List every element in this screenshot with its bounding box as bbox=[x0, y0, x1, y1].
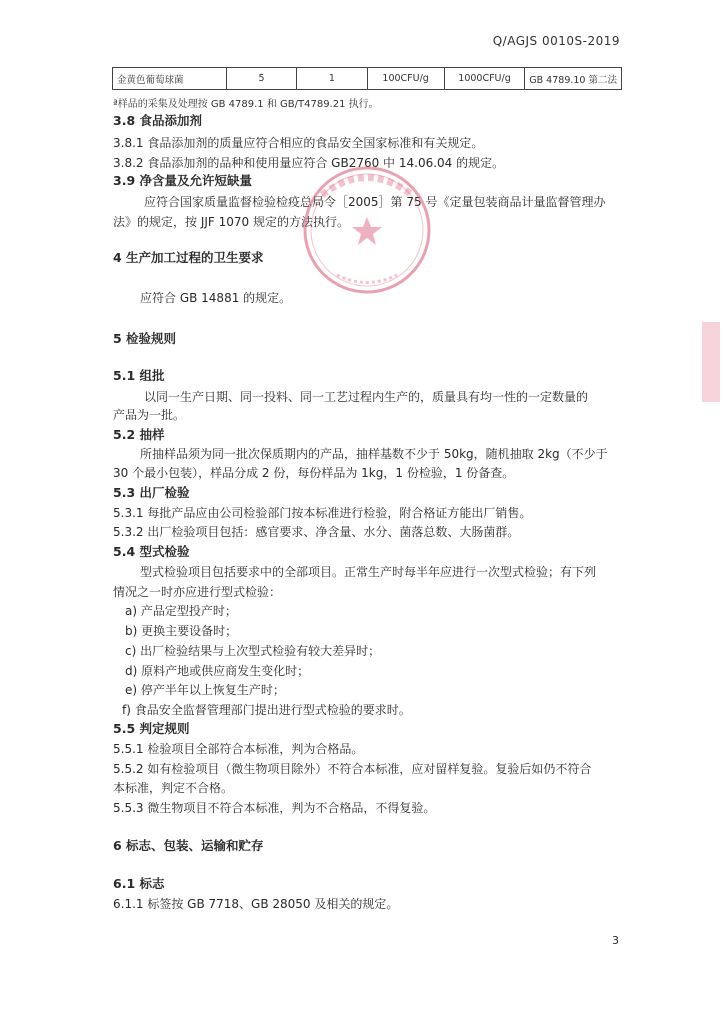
section-heading-5-4: 5.4 型式检验 bbox=[113, 544, 190, 559]
paragraph-line: 30 个最小包装），样品分成 2 份，每份样品为 1kg，1 份检验，1 份备查。 bbox=[113, 466, 515, 480]
section-heading-6: 6 标志、包装、运输和贮存 bbox=[113, 838, 264, 853]
list-item: e) 停产半年以上恢复生产时； bbox=[125, 683, 285, 697]
table-cell: 5 bbox=[226, 68, 296, 90]
section-heading-3-9: 3.9 净含量及允许短缺量 bbox=[113, 173, 252, 188]
list-item: b) 更换主要设备时； bbox=[125, 624, 238, 638]
paragraph-line: 本标准，判定不合格。 bbox=[113, 781, 234, 795]
clause-6-1-1: 6.1.1 标签按 GB 7718、GB 28050 及相关的规定。 bbox=[113, 897, 399, 911]
table-row bbox=[113, 68, 622, 90]
section-heading-3-8: 3.8 食品添加剂 bbox=[113, 113, 202, 128]
paragraph-line: 情况之一时亦应进行型式检验： bbox=[113, 585, 282, 599]
paragraph-line: 以同一生产日期、同一投料、同一工艺过程内生产的，质量具有均一性的一定数量的 bbox=[144, 390, 589, 404]
table-cell: 1 bbox=[297, 68, 367, 90]
clause-3-8-2: 3.8.2 食品添加剂的品种和使用量应符合 GB2760 中 14.06.04 的规定。 bbox=[113, 156, 505, 170]
section-heading-4: 4 生产加工过程的卫生要求 bbox=[113, 250, 264, 265]
table-cell: 金黄色葡萄球菌 bbox=[113, 68, 227, 90]
list-item: a) 产品定型投产时； bbox=[125, 604, 237, 618]
page-number: 3 bbox=[612, 934, 619, 947]
table-footnote: ª样品的采集及处理按 GB 4789.1 和 GB/T4789.21 执行。 bbox=[113, 99, 379, 110]
clause-5-5-1: 5.5.1 检验项目全部符合本标准，判为合格品。 bbox=[113, 742, 364, 756]
section-heading-5: 5 检验规则 bbox=[113, 331, 177, 346]
seam-stamp-mark bbox=[702, 322, 720, 402]
paragraph-line: 法》的规定，按 JJF 1070 规定的方法执行。 bbox=[113, 215, 349, 229]
clause-3-8-1: 3.8.1 食品添加剂的质量应符合相应的食品安全国家标准和有关规定。 bbox=[113, 136, 484, 150]
section-heading-5-5: 5.5 判定规则 bbox=[113, 721, 190, 736]
section-heading-5-2: 5.2 抽样 bbox=[113, 427, 165, 442]
clause-5-5-3: 5.5.3 微生物项目不符合本标准，判为不合格品，不得复验。 bbox=[113, 801, 436, 815]
paragraph-line: 产品为一批。 bbox=[113, 408, 186, 422]
section-heading-6-1: 6.1 标志 bbox=[113, 876, 165, 891]
company-seal-icon bbox=[292, 155, 442, 305]
list-item: d) 原料产地或供应商发生变化时； bbox=[125, 664, 310, 678]
clause-5-3-2: 5.3.2 出厂检验项目包括：感官要求、净含量、水分、菌落总数、大肠菌群。 bbox=[113, 525, 520, 539]
microbe-limit-table bbox=[112, 67, 622, 90]
section-heading-5-3: 5.3 出厂检验 bbox=[113, 485, 190, 500]
list-item: f) 食品安全监督管理部门提出进行型式检验的要求时。 bbox=[122, 703, 411, 717]
table-cell: 100CFU/g bbox=[367, 68, 444, 90]
table-cell: GB 4789.10 第二法 bbox=[525, 68, 622, 90]
paragraph-line: 所抽样品须为同一批次保质期内的产品，抽样基数不少于 50kg，随机抽取 2kg（不少于 bbox=[140, 447, 608, 461]
table-cell: 1000CFU/g bbox=[444, 68, 525, 90]
standard-code: Q/AGJS 0010S-2019 bbox=[492, 34, 620, 48]
section-heading-5-1: 5.1 组批 bbox=[113, 368, 165, 383]
clause-5-5-2: 5.5.2 如有检验项目（微生物项目除外）不符合本标准，应对留样复验。复验后如仍不符合 bbox=[113, 762, 592, 776]
clause-5-3-1: 5.3.1 每批产品应由公司检验部门按本标准进行检验，附合格证方能出厂销售。 bbox=[113, 506, 532, 520]
list-item: c) 出厂检验结果与上次型式检验有较大差异时； bbox=[125, 644, 381, 658]
paragraph-line: 应符合国家质量监督检验检疫总局令［2005］第 75 号《定量包装商品计量监督管理办 bbox=[144, 195, 606, 209]
paragraph-line: 应符合 GB 14881 的规定。 bbox=[140, 291, 292, 305]
paragraph-line: 型式检验项目包括要求中的全部项目。正常生产时每半年应进行一次型式检验；有下列 bbox=[140, 565, 597, 579]
